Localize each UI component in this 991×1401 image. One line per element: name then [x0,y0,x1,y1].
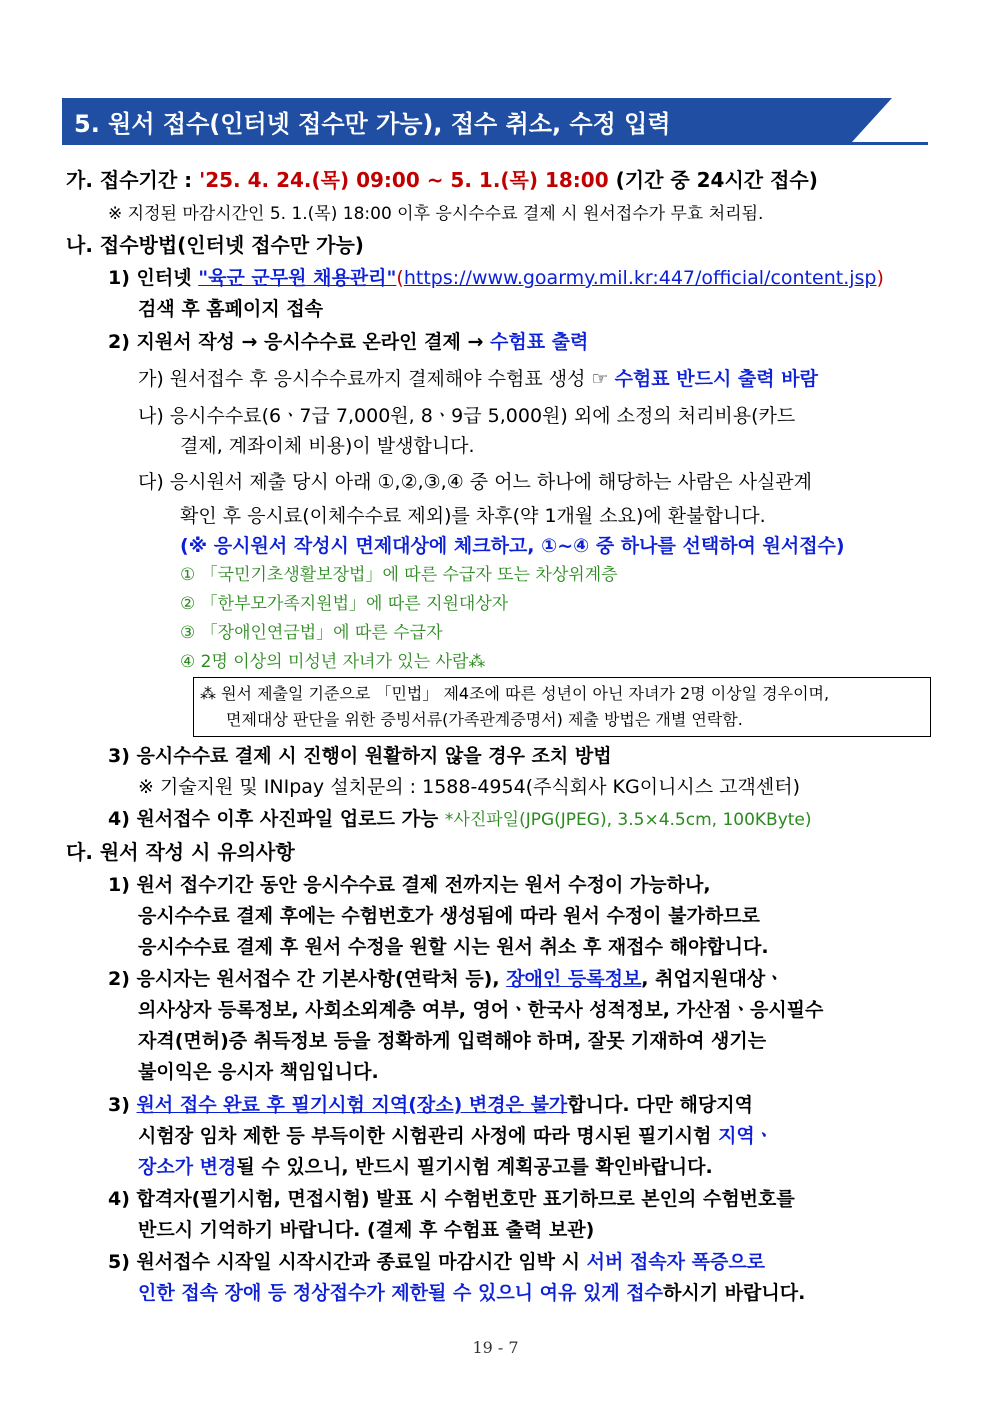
caution-5-line-2-tail: 하시기 바랍니다. [663,1282,806,1304]
caution-3-line-3-text: 될 수 있으니, 반드시 필기시험 계획공고를 확인바랍니다. [236,1156,713,1178]
footnote-box [193,677,931,737]
period-line [66,167,818,193]
caution-5-line-2 [138,1280,805,1306]
caution-5-emphasis: 서버 접속자 폭증으로 [586,1251,766,1273]
sub-da-line-2: 확인 후 응시료(이체수수료 제외)를 차후(약 1개월 소요)에 환불합니다. [180,505,766,527]
caution-heading: 다. 원서 작성 시 유의사항 [66,840,295,864]
sub-na-line-2: 결제, 계좌이체 비용)이 발생합니다. [180,435,475,457]
url-paren-open: ( [396,267,404,289]
site-url-link[interactable]: https://www.goarmy.mil.kr:447/official/content.jsp [403,267,877,289]
caution-2-line-4: 불이익은 응시자 책임입니다. [138,1061,379,1083]
criteria-2: ② 「한부모가족지원법」에 따른 지원대상자 [180,594,509,614]
item-2-steps: 2) 지원서 작성 → 응시수수료 온라인 결제 → [108,331,490,353]
period-dates: '25. 4. 24.(목) 09:00 ~ 5. 1.(목) 18:00 [199,168,609,192]
caution-3-num: 3) [108,1094,137,1116]
caution-2-a: 2) 응시자는 원서접수 간 기본사항(연락처 등), [108,968,507,990]
period-suffix: (기간 중 24시간 접수) [608,168,818,192]
footnote-line-2: 면제대상 판단을 위한 증빙서류(가족관계증명서) 제출 방법은 개별 연락함. [226,710,743,729]
caution-3-line-1 [108,1092,753,1118]
item-4-photo-spec: *사진파일(JPG(JPEG), 3.5×4.5cm, 100KByte) [444,810,812,830]
method-item-3-note: ※ 기술지원 및 INIpay 설치문의 : 1588-4954(주식회사 KG이니시스 고객센터) [138,776,801,798]
caution-5-line-2-emphasis: 인한 접속 장애 등 정상접수가 제한될 수 있으니 여유 있게 접수 [138,1282,663,1304]
caution-5-text: 5) 원서접수 시작일 시작시간과 종료일 마감시간 임박 시 [108,1251,587,1273]
caution-1-line-1: 1) 원서 접수기간 동안 응시수수료 결제 전까지는 원서 수정이 가능하나, [108,874,711,896]
caution-1-line-3: 응시수수료 결제 후 원서 수정을 원할 시는 원서 취소 후 재접수 해야합니다. [138,936,769,958]
caution-4-line-2: 반드시 기억하기 바랍니다. (결제 후 수험표 출력 보관) [138,1219,595,1241]
criteria-3: ③ 「장애인연금법」에 따른 수급자 [180,623,443,643]
caution-2-disability: 장애인 등록정보 [506,968,642,990]
site-name-link[interactable]: "육군 군무원 채용관리" [198,267,397,289]
method-item-1 [108,265,884,291]
caution-5-line-1 [108,1249,765,1275]
method-item-1-cont: 검색 후 홈페이지 접속 [138,298,324,320]
sub-ga-text: 가) 원서접수 후 응시수수료까지 결제해야 수험표 생성 ☞ [138,368,615,390]
caution-4-line-1: 4) 합격자(필기시험, 면접시험) 발표 시 수험번호만 표기하므로 본인의 수험번호를 [108,1188,795,1210]
caution-2-c: , 취업지원대상ㆍ [641,968,784,990]
caution-3-line-3 [138,1154,713,1180]
caution-3-emphasis: 원서 접수 완료 후 필기시험 지역(장소) 변경은 불가 [136,1094,568,1116]
caution-3-tail: 합니다. 다만 해당지역 [567,1094,753,1116]
caution-2-line-3: 자격(면허)증 취득정보 등을 정확하게 입력해야 하며, 잘못 기재하여 생기는 [138,1030,767,1052]
sub-ga-emphasis: 수험표 반드시 출력 바람 [614,368,818,390]
method-item-2 [108,329,588,355]
sub-da-line-1: 다) 응시원서 제출 당시 아래 ①,②,③,④ 중 어느 하나에 해당하는 사람은 사실관계 [138,471,813,493]
caution-3-line-2-text: 시험장 임차 제한 등 부득이한 시험관리 사정에 따라 명시된 필기시험 [138,1125,719,1147]
banner-underline [62,142,928,145]
item-2-print: 수험표 출력 [489,331,589,353]
deadline-note: ※ 지정된 마감시간인 5. 1.(목) 18:00 이후 응시수수료 결제 시 원서접수가 무효 처리됨. [108,204,764,224]
sub-ga [138,366,818,392]
banner-slant [852,98,892,142]
footnote-line-1: ⁂ 원서 제출일 기준으로 「민법」 제4조에 따른 성년이 아닌 자녀가 2명 이상일 경우이며, [200,684,830,703]
method-item-3: 3) 응시수수료 결제 시 진행이 원활하지 않을 경우 조치 방법 [108,745,612,767]
caution-3-line-2-emphasis: 지역ㆍ [718,1125,774,1147]
criteria-4: ④ 2명 이상의 미성년 자녀가 있는 사람⁂ [180,652,486,672]
page-number: 19 - 7 [472,1338,519,1357]
period-prefix: 가. 접수기간 : [66,168,200,192]
criteria-1: ① 「국민기초생활보장법」에 따른 수급자 또는 차상위계층 [180,565,618,585]
method-item-4 [108,806,812,833]
sub-da-line-3: (※ 응시원서 작성시 면제대상에 체크하고, ①~④ 중 하나를 선택하여 원서접수) [180,535,845,557]
url-paren-close: ) [876,267,884,289]
caution-2-line-2: 의사상자 등록정보, 사회소외계층 여부, 영어ㆍ한국사 성적정보, 가산점ㆍ응시필수 [138,999,824,1021]
method-heading: 나. 접수방법(인터넷 접수만 가능) [66,233,364,257]
sub-na-line-1: 나) 응시수수료(6ㆍ7급 7,000원, 8ㆍ9급 5,000원) 외에 소정의 처리비용(카드 [138,405,796,427]
caution-1-line-2: 응시수수료 결제 후에는 수험번호가 생성됨에 따라 원서 수정이 불가하므로 [138,905,760,927]
caution-2-line-1 [108,966,784,992]
item-4-text: 4) 원서접수 이후 사진파일 업로드 가능 [108,808,445,830]
caution-3-line-2 [138,1123,773,1149]
section-banner [62,98,928,144]
item-1-label: 1) 인터넷 [108,267,199,289]
caution-3-line-3-emphasis: 장소가 변경 [138,1156,237,1178]
section-title: 5. 원서 접수(인터넷 접수만 가능), 접수 취소, 수정 입력 [74,110,671,138]
